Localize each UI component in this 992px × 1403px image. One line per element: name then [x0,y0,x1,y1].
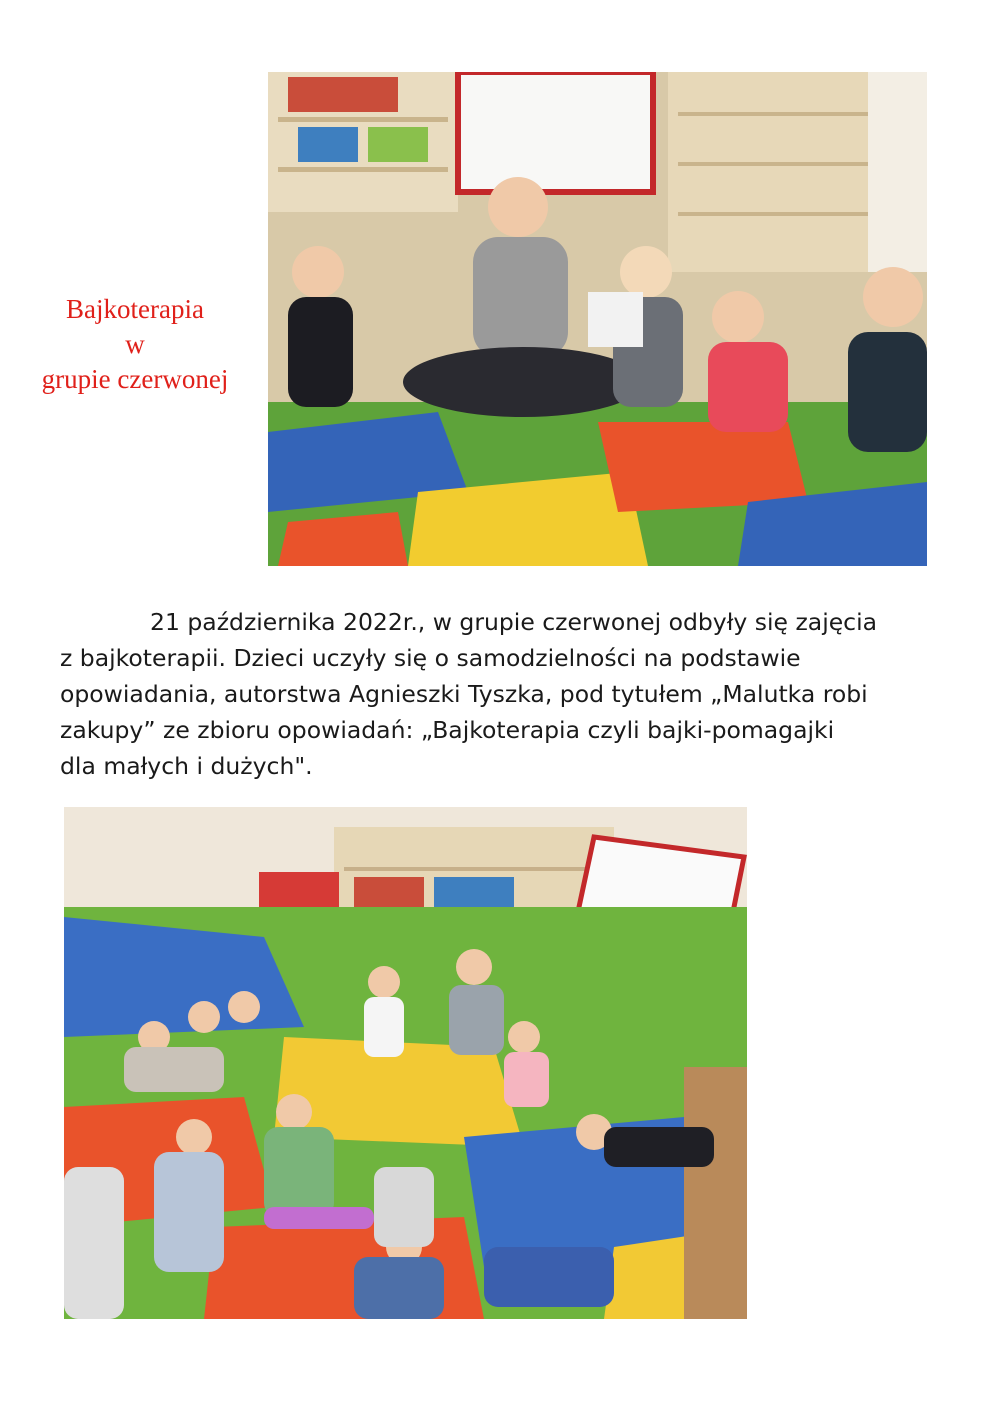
paragraph-line-3: opowiadania, autorstwa Agnieszki Tyszka, pod tytułem „Malutka robi [60,680,868,708]
title-line-2: w [125,329,145,359]
photo-class-on-carpet [64,807,747,1319]
paragraph-line-4: zakupy” ze zbioru opowiadań: „Bajkoterapia czyli bajki-pomagajki [60,716,835,744]
paragraph-line-2: z bajkoterapii. Dzieci uczyły się o samodzielności na podstawie [60,644,801,672]
page-title [20,292,250,397]
article-paragraph [60,604,940,784]
paragraph-line-1: 21 października 2022r., w grupie czerwonej odbyły się zajęcia [150,608,878,636]
title-line-3: grupie czerwonej [41,364,229,394]
photo-teacher-reading-with-children [268,72,927,566]
paragraph-line-5: dla małych i dużych". [60,752,313,780]
title-line-1: Bajkoterapia [66,294,204,324]
